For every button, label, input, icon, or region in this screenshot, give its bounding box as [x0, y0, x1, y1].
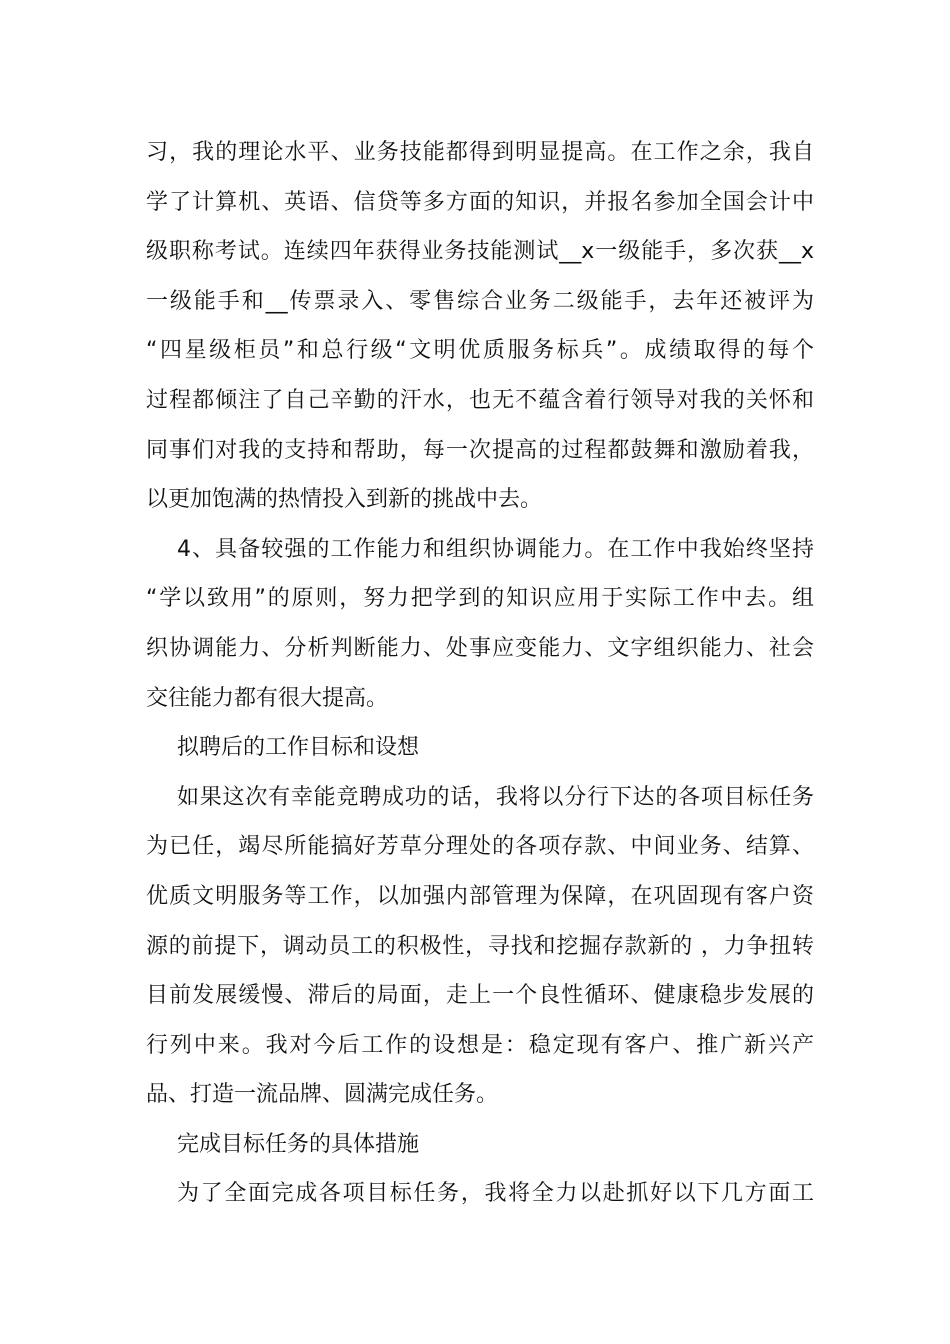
text-line: “学以致用”的原则，努力把学到的知识应用于实际工作中去。组 [146, 586, 814, 612]
text-line: 以更加饱满的热情投入到新的挑战中去。 [146, 487, 543, 513]
text-line: 交往能力都有很大提高。 [146, 685, 389, 711]
text-line: 过程都倾注了自己辛勤的汗水，也无不蕴含着行领导对我的关怀和 [146, 387, 814, 413]
paragraph-start-line: 如果这次有幸能竞聘成功的话，我将以分行下达的各项目标任务 [177, 784, 814, 810]
text-line: 一级能手和__传票录入、零售综合业务二级能手，去年还被评为 [146, 288, 814, 314]
text-line: 级职称考试。连续四年获得业务技能测试__x一级能手，多次获__x [146, 239, 814, 265]
text-line: 源的前提下，调动员工的积极性，寻找和挖掘存款新的 ，力争扭转 [146, 933, 814, 959]
paragraph-start-line: 为了全面完成各项目标任务，我将全力以赴抓好以下几方面工 [177, 1181, 814, 1207]
text-line: 织协调能力、分析判断能力、处事应变能力、文字组织能力、社会 [146, 635, 814, 661]
text-line: 优质文明服务等工作，以加强内部管理为保障，在巩固现有客户资 [146, 883, 814, 909]
document-body [146, 128, 814, 1219]
text-line: 品、打造一流品牌、圆满完成任务。 [146, 1082, 499, 1108]
text-line: 习，我的理论水平、业务技能都得到明显提高。在工作之余，我自 [146, 140, 814, 165]
paragraph-start-line: 4、具备较强的工作能力和组织协调能力。在工作中我始终坚持 [177, 536, 814, 562]
text-line: 行列中来。我对今后工作的设想是：稳定现有客户、推广新兴产 [146, 1032, 814, 1058]
section-heading: 拟聘后的工作目标和设想 [177, 735, 420, 761]
text-line: 目前发展缓慢、滞后的局面，走上一个良性循环、健康稳步发展的 [146, 983, 814, 1009]
text-line: 为已任，竭尽所能搞好芳草分理处的各项存款、中间业务、结算、 [146, 834, 814, 860]
text-line: 同事们对我的支持和帮助，每一次提高的过程都鼓舞和激励着我， [146, 437, 814, 463]
text-line: “四星级柜员”和总行级“文明优质服务标兵”。成绩取得的每个 [146, 338, 814, 364]
section-heading: 完成目标任务的具体措施 [177, 1131, 420, 1157]
text-line: 学了计算机、英语、信贷等多方面的知识，并报名参加全国会计中 [146, 189, 814, 215]
